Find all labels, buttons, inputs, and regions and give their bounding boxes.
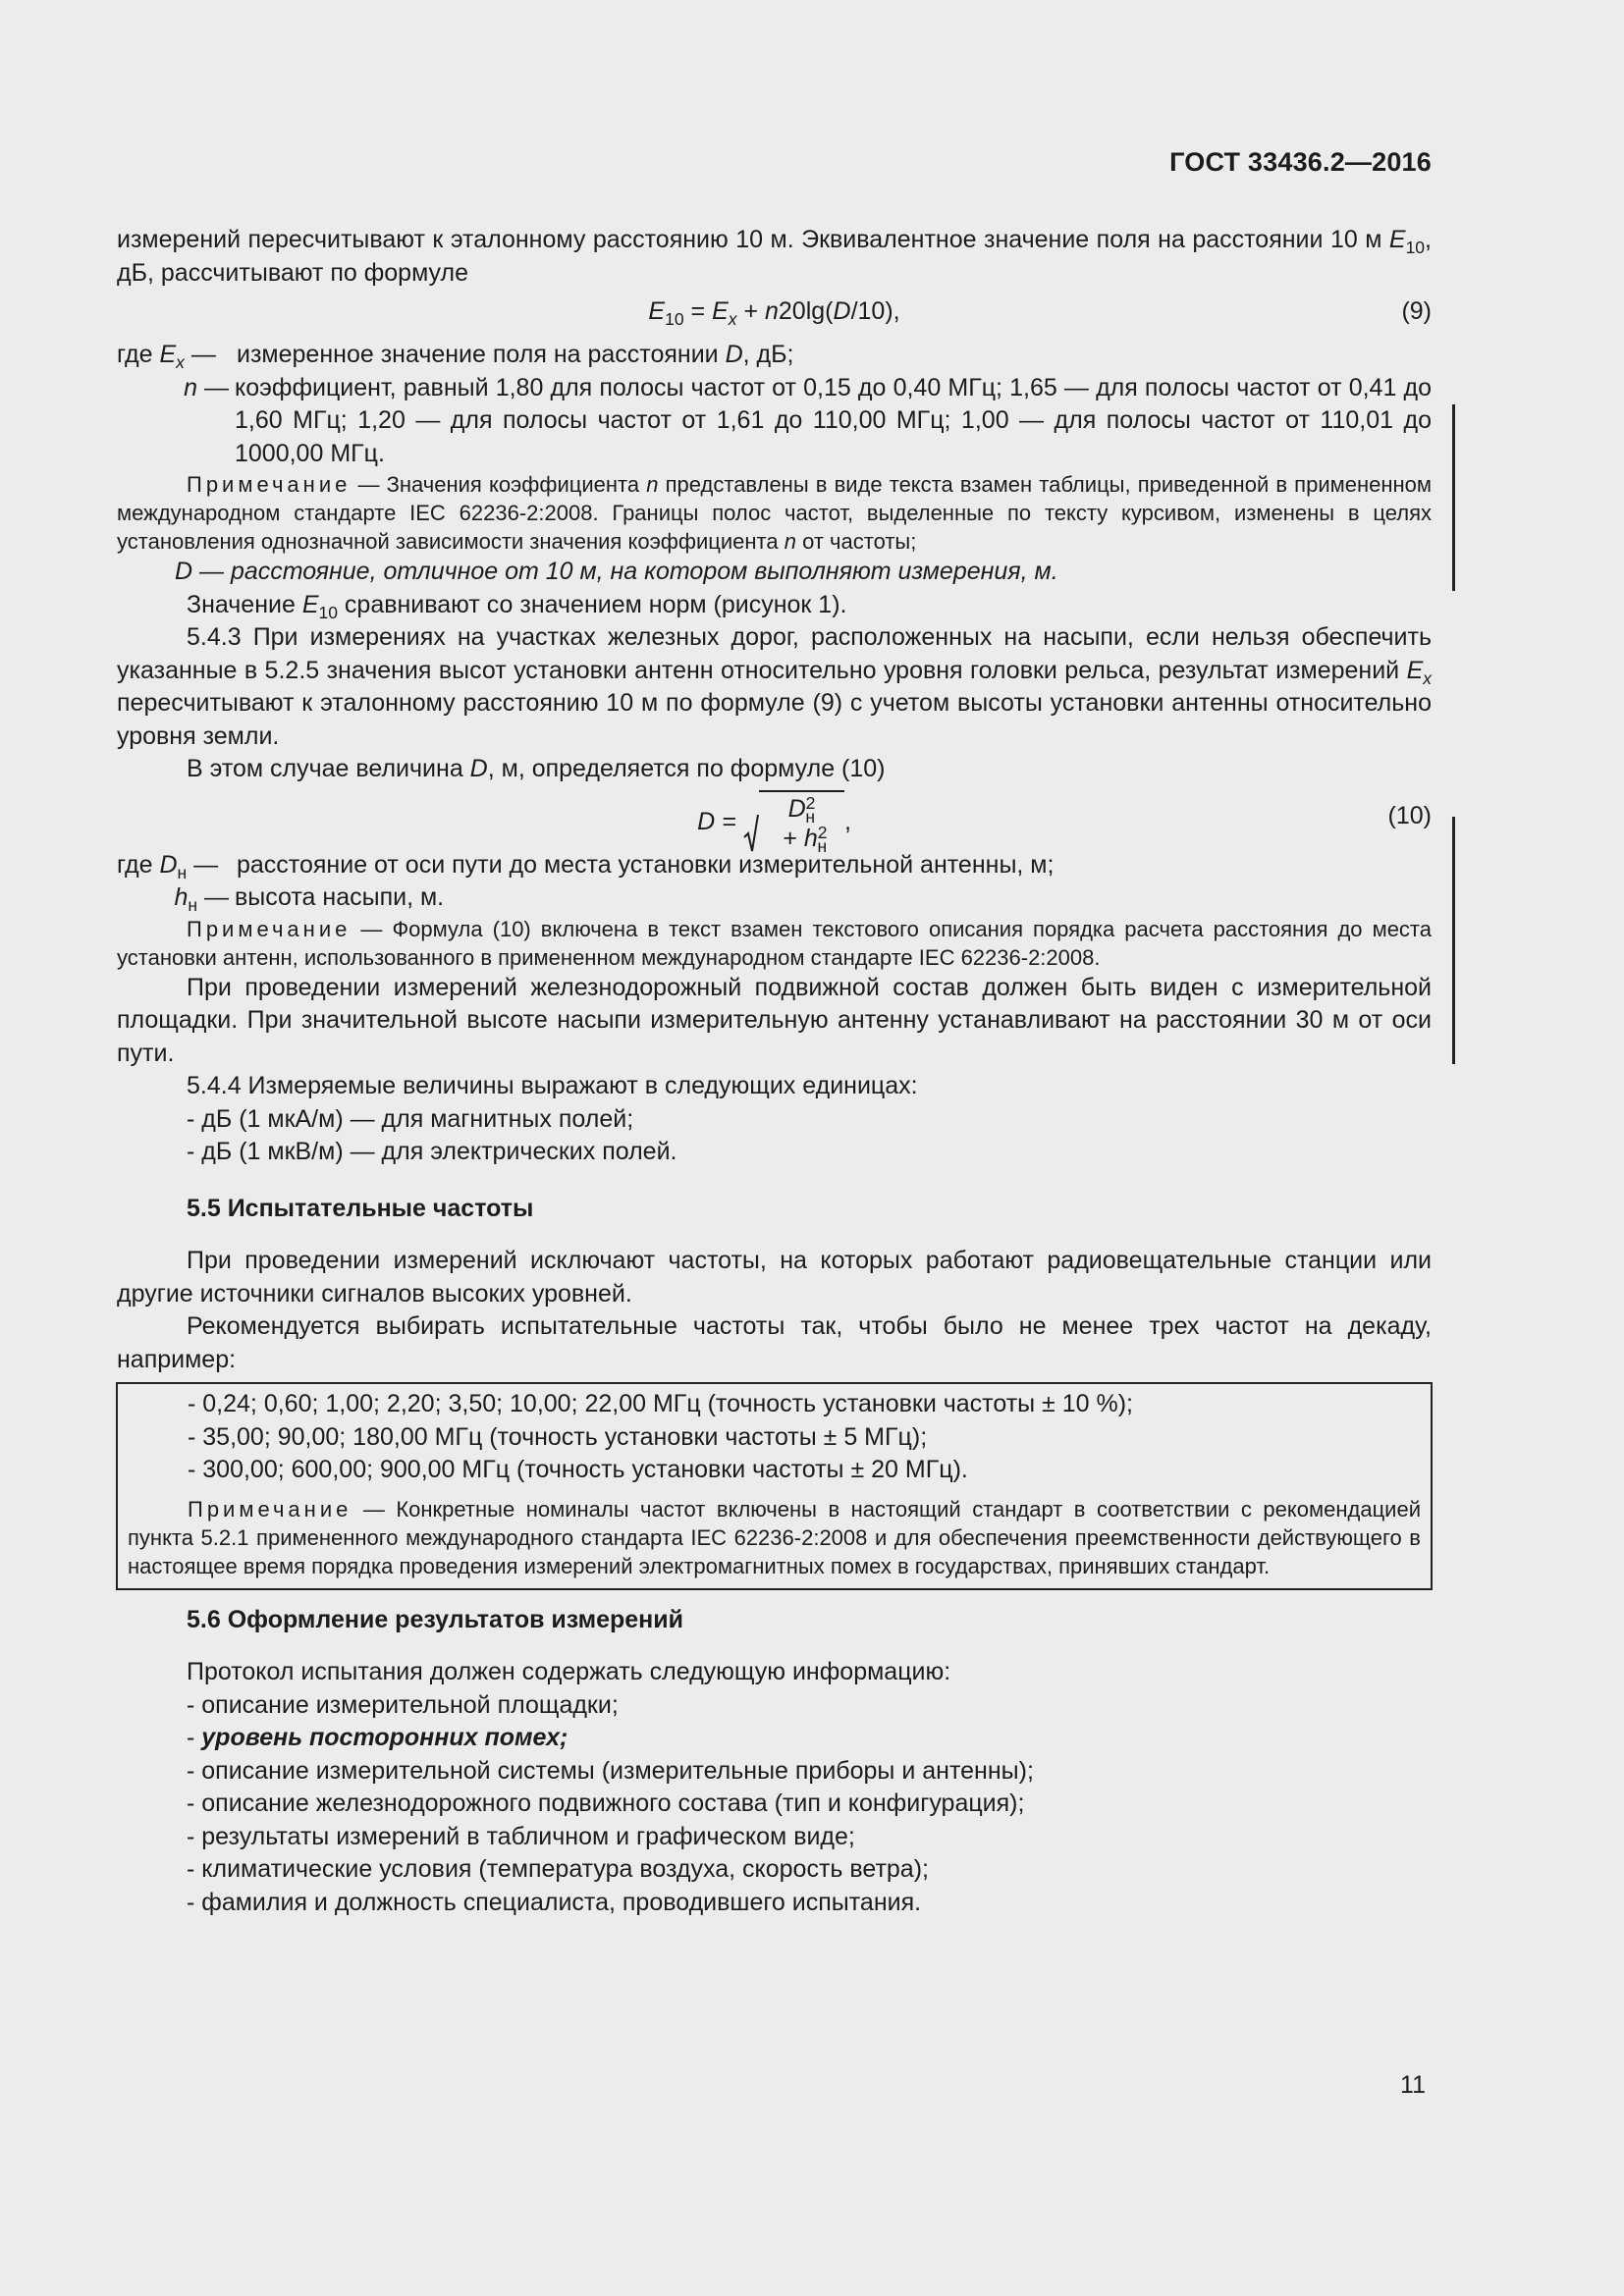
- paragraph-case: В этом случае величина D, м, определяется по формуле (10): [187, 755, 886, 782]
- page-number: 11: [1400, 2071, 1426, 2099]
- list-item: - дБ (1 мкВ/м) — для электрических полей.: [187, 1138, 677, 1165]
- definition-d: D — расстояние, отличное от 10 м, на котором выполняют измерения, м.: [175, 558, 1058, 585]
- note-frequencies: Примечание — Конкретные номиналы частот включены в настоящий стандарт в соответствии с рекомендацией пункта 5.2.1 примененного международного стандарта IEC 62236-2:2008 и для обеспечения преемственности действующего в настоящее время порядка проведения измерений электромагнитных помех в государствах, принявших стандарт.: [128, 1496, 1421, 1578]
- section-title-5-5: 5.5 Испытательные частоты: [187, 1194, 534, 1222]
- formula-9: $E_{10} = E_x + n20\lg(D/10)$, (9): [117, 292, 1432, 331]
- definition-dn: где $D_н$ — расстояние от оси пути до места установки измерительной антенны, м;: [117, 850, 1055, 882]
- list-item: - описание измерительной площадки;: [187, 1690, 619, 1719]
- list-item: - фамилия и должность специалиста, проводившего испытания.: [187, 1888, 922, 1916]
- frequency-box: [116, 1382, 1433, 1590]
- paragraph-compare: Значение $E_{10}$ сравнивают со значением норм (рисунок 1).: [187, 590, 847, 622]
- change-bar: [1452, 404, 1455, 591]
- definition-hn: $h_н$ — высота насыпи, м.: [174, 883, 445, 915]
- definition-ex: где $E_x$ — измеренное значение поля на расстоянии D, дБ;: [117, 341, 794, 372]
- change-bar: [1452, 817, 1455, 1064]
- list-item: - дБ (1 мкА/м) — для магнитных полей;: [187, 1104, 634, 1133]
- note-formula-10: Примечание — Формула (10) включена в текст взамен текстового описания порядка расчета расстояния до места установки антенн, использованного в примененном международном стандарте IEC 62236-2:2008.: [117, 916, 1432, 970]
- frequency-item: - 300,00; 600,00; 900,00 МГц (точность установки частоты ± 20 МГц).: [188, 1456, 968, 1483]
- list-item-emphasized: - уровень посторонних помех;: [187, 1724, 568, 1751]
- paragraph-5-4-4: 5.4.4 Измеряемые величины выражают в следующих единицах:: [187, 1072, 918, 1099]
- paragraph-5-5-2: Рекомендуется выбирать испытательные частоты так, чтобы было не менее трех частот на декаду, например:: [117, 1312, 1432, 1373]
- main-content: [117, 224, 1432, 1919]
- list-item: - описание измерительной системы (измерительные приборы и антенны);: [187, 1756, 1034, 1785]
- list-item: - описание железнодорожного подвижного состава (тип и конфигурация);: [187, 1789, 1025, 1817]
- document-header: ГОСТ 33436.2—2016: [1169, 147, 1432, 177]
- definition-n: n — коэффициент, равный 1,80 для полосы частот от 0,15 до 0,40 МГц; 1,65 — для полосы частот от 0,41 до 1,60 МГц; 1,20 — для полосы частот от 1,61 до 110,00 МГц; 1,00 — для полосы частот от 110,01 до 1000,00 МГц.: [184, 373, 1432, 467]
- formula-number: (9): [1401, 297, 1432, 325]
- paragraph-protocol: Протокол испытания должен содержать следующую информацию:: [187, 1658, 951, 1685]
- paragraph-5-4-3: 5.4.3 При измерениях на участках железных дорог, расположенных на насыпи, если нельзя обеспечить указанные в 5.2.5 значения высот установки антенн относительно уровня головки рельса, результат измерений $E_x$ пересчитывают к эталонному расстоянию 10 м по формуле (9) с учетом высоты установки антенны относительно уровня земли.: [117, 623, 1432, 750]
- paragraph-5-5-1: При проведении измерений исключают частоты, на которых работают радиовещательные станции или другие источники сигналов высоких уровней.: [117, 1247, 1432, 1308]
- paragraph-intro: измерений пересчитывают к эталонному расстоянию 10 м. Эквивалентное значение поля на расстоянии 10 м $E_{10}$, дБ, рассчитывают по формуле: [117, 226, 1432, 287]
- paragraph-visibility: При проведении измерений железнодорожный подвижной состав должен быть виден с измерительной площадки. При значительной высоте насыпи измерительную антенну устанавливают на расстоянии 30 м от оси пути.: [117, 973, 1432, 1067]
- list-item: - климатические условия (температура воздуха, скорость ветра);: [187, 1855, 929, 1883]
- note-coefficient: Примечание — Значения коэффициента n представлены в виде текста взамен таблицы, приведенной в примененном международном стандарте IEC 62236-2:2008. Границы полос частот, выделенные по тексту курсивом, изменены в целях установления однозначной зависимости значения коэффициента n от частоты;: [117, 472, 1433, 554]
- square-root: $D^2_н + h^2_н$: [743, 790, 844, 853]
- frequency-item: - 0,24; 0,60; 1,00; 2,20; 3,50; 10,00; 22,00 МГц (точность установки частоты ± 10 %);: [188, 1390, 1133, 1417]
- frequency-item: - 35,00; 90,00; 180,00 МГц (точность установки частоты ± 5 МГц);: [188, 1422, 928, 1451]
- list-item: - результаты измерений в табличном и графическом виде;: [187, 1822, 855, 1850]
- formula-number: (10): [1387, 801, 1432, 829]
- formula-10: D = $D^2_н + h^2_н$ , (10): [117, 790, 1432, 841]
- section-title-5-6: 5.6 Оформление результатов измерений: [187, 1605, 684, 1633]
